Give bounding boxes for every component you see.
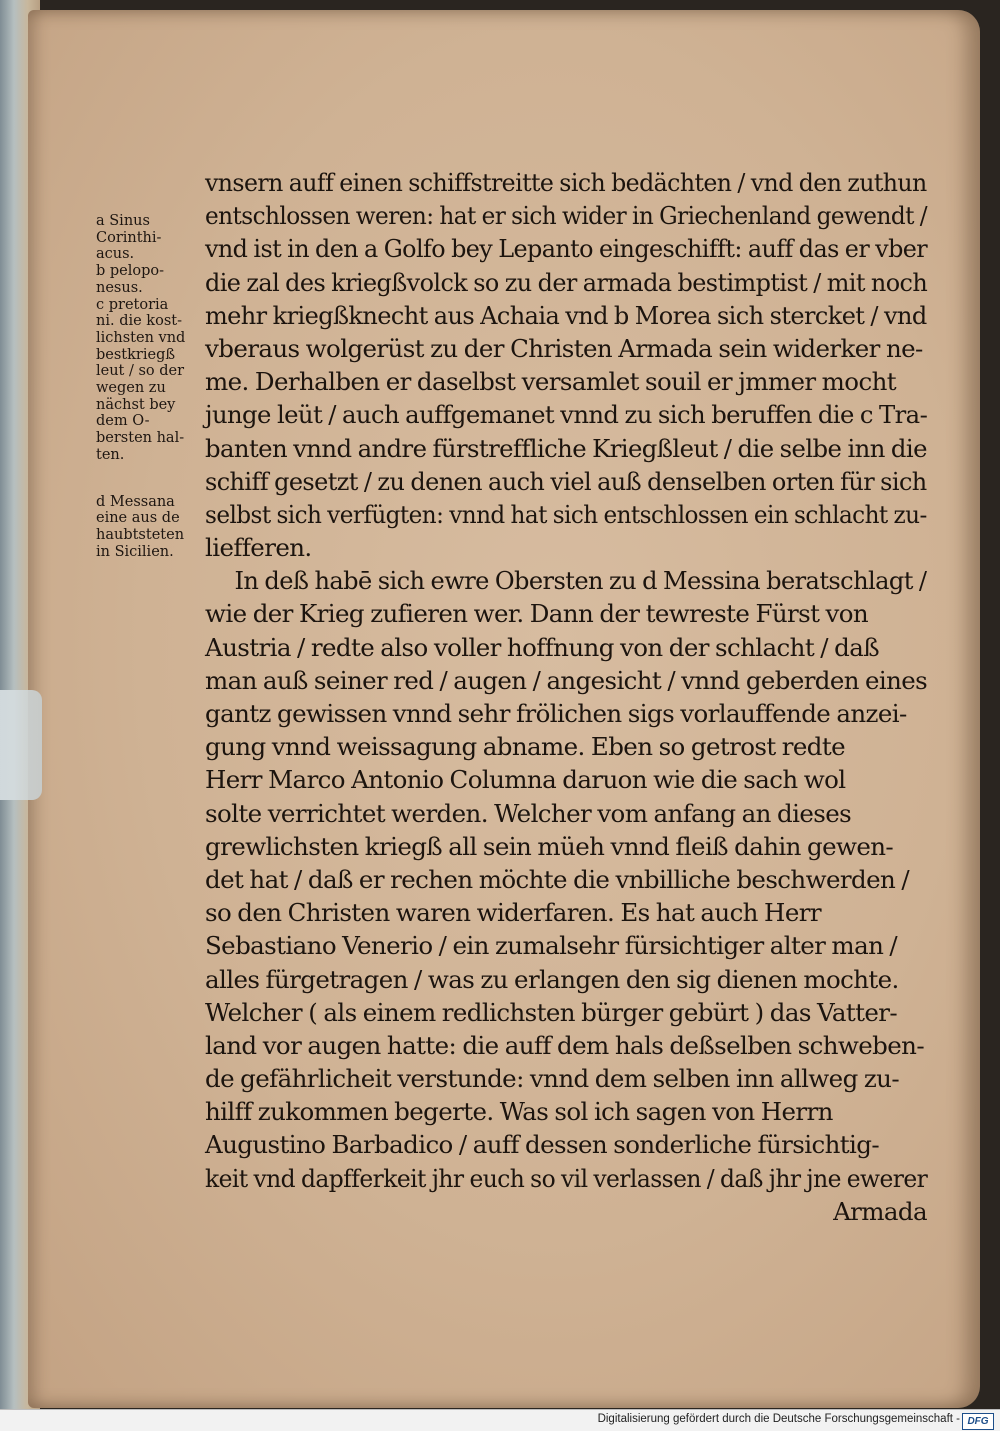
text-line: mehr kriegßknecht aus Achaia vnd b Morea sich stercket / vnd — [205, 300, 927, 330]
margin-note-line: c pretoria — [96, 296, 169, 313]
margin-note-gap — [96, 464, 208, 494]
body-text — [205, 166, 927, 1228]
margin-note-line: leut / so der — [96, 363, 185, 380]
text-line: schiff gesetzt / zu denen auch viel auß denselben orten für sich — [205, 466, 927, 496]
text-line: gantz gewissen vnnd sehr frölichen sigs vorlauffende anzei- — [205, 699, 907, 728]
margin-note-line: ni. die kost- — [96, 313, 182, 330]
text-line: junge leüt / auch auffgemanet vnnd zu sich beruffen die c Tra- — [205, 400, 928, 430]
margin-note-line: a Sinus — [96, 213, 150, 229]
margin-note-line: ten. — [96, 446, 125, 463]
margin-note-line: Corinthi- — [96, 229, 162, 246]
text-line: vnd ist in den a Golfo bey Lepanto eingeschifft: auff das er vber — [205, 234, 928, 264]
margin-note-line: bersten hal- — [96, 430, 185, 447]
text-line: Herr Marco Antonio Columna daruon wie die sach wol — [205, 765, 846, 795]
text-line: so den Christen waren widerfaren. Es hat auch Herr — [205, 898, 821, 928]
text-line: grewlichsten kriegß all sein müeh vnnd fleiß dahin gewen- — [205, 831, 894, 861]
text-line: entschlossen weren: hat er sich wider in Griechenland gewendt / — [205, 201, 927, 231]
text-line: liefferen. — [205, 533, 312, 563]
margin-note-line: nesus. — [96, 279, 143, 296]
text-line: man auß seiner red / augen / angesicht / vnnd geberden eines — [205, 665, 928, 695]
text-line: det hat / daß er rechen möchte die vnbilliche beschwerden / — [205, 864, 909, 894]
text-line: selbst sich verfügten: vnnd hat sich entschlossen ein schlacht zu- — [205, 499, 927, 529]
margin-note-line: lichsten vnd — [96, 329, 186, 346]
margin-note-line: wegen zu — [96, 380, 166, 397]
text-line: vnsern auff einen schiffstreitte sich bedächten / vnd den zuthun — [205, 168, 927, 197]
page-clip — [0, 690, 42, 800]
margin-note-line: haubtsteten — [96, 526, 185, 543]
text-line: banten vnnd andre fürstreffliche Kriegßleut / die selbe inn die — [205, 433, 927, 463]
text-line: Sebastiano Venerio / ein zumalsehr fürsichtiger alter man / — [205, 931, 898, 961]
text-line: Welcher ( als einem redlichsten bürger gebürt ) das Vatter- — [205, 997, 898, 1027]
text-line: wie der Krieg zufieren wer. Dann der tewreste Fürst von — [205, 599, 869, 629]
margin-note-line: nächst bey — [96, 396, 176, 413]
text-line: Austria / redte also voller hoffnung von der schlacht / daß — [205, 632, 879, 662]
footer-bar — [0, 1409, 1000, 1431]
text-line: hilff zukommen begerte. Was sol ich sagen von Herrn — [205, 1097, 833, 1127]
text-line: vberaus wolgerüst zu der Christen Armada sein widerker ne- — [205, 333, 923, 363]
margin-note-line: eine aus de — [96, 510, 180, 527]
margin-notes — [96, 213, 208, 560]
margin-note-line: dem O- — [96, 413, 150, 430]
text-line: gung vnnd weissagung abname. Eben so getrost redte — [205, 732, 846, 762]
text-line: de gefährlicheit verstunde: vnnd dem selben inn allweg zu- — [205, 1064, 900, 1094]
text-line: solte verrichtet werden. Welcher vom anfang an dieses — [205, 798, 852, 828]
text-line: keit vnd dapfferkeit jhr euch so vil verlassen / daß jhr jne ewerer — [205, 1163, 928, 1193]
dfg-logo: DFG — [962, 1413, 994, 1430]
text-line: land vor augen hatte: die auff dem hals deßselben schweben- — [205, 1030, 925, 1060]
margin-note-line: acus. — [96, 246, 135, 263]
funding-credit: Digitalisierung gefördert durch die Deutsche Forschungsgemeinschaft - — [597, 1413, 960, 1425]
margin-note-line: d Messana — [96, 493, 175, 510]
text-line: me. Derhalben er daselbst versamlet souil er jmmer mocht — [205, 367, 896, 397]
catchword: Armada — [833, 1196, 927, 1226]
text-line: In deß habē sich ewre Obersten zu d Messina beratschlagt / — [234, 566, 927, 596]
margin-note-line: in Sicilien. — [96, 543, 174, 560]
text-line: die zal des kriegßvolck so zu der armada bestimptist / mit noch — [205, 267, 928, 297]
text-line: alles fürgetragen / was zu erlangen den sig dienen mochte. — [205, 964, 899, 994]
margin-note-line: bestkriegß — [96, 346, 176, 363]
text-line: Augustino Barbadico / auff dessen sonderliche fürsichtig- — [205, 1130, 880, 1160]
margin-note-line: b pelopo- — [96, 263, 165, 280]
